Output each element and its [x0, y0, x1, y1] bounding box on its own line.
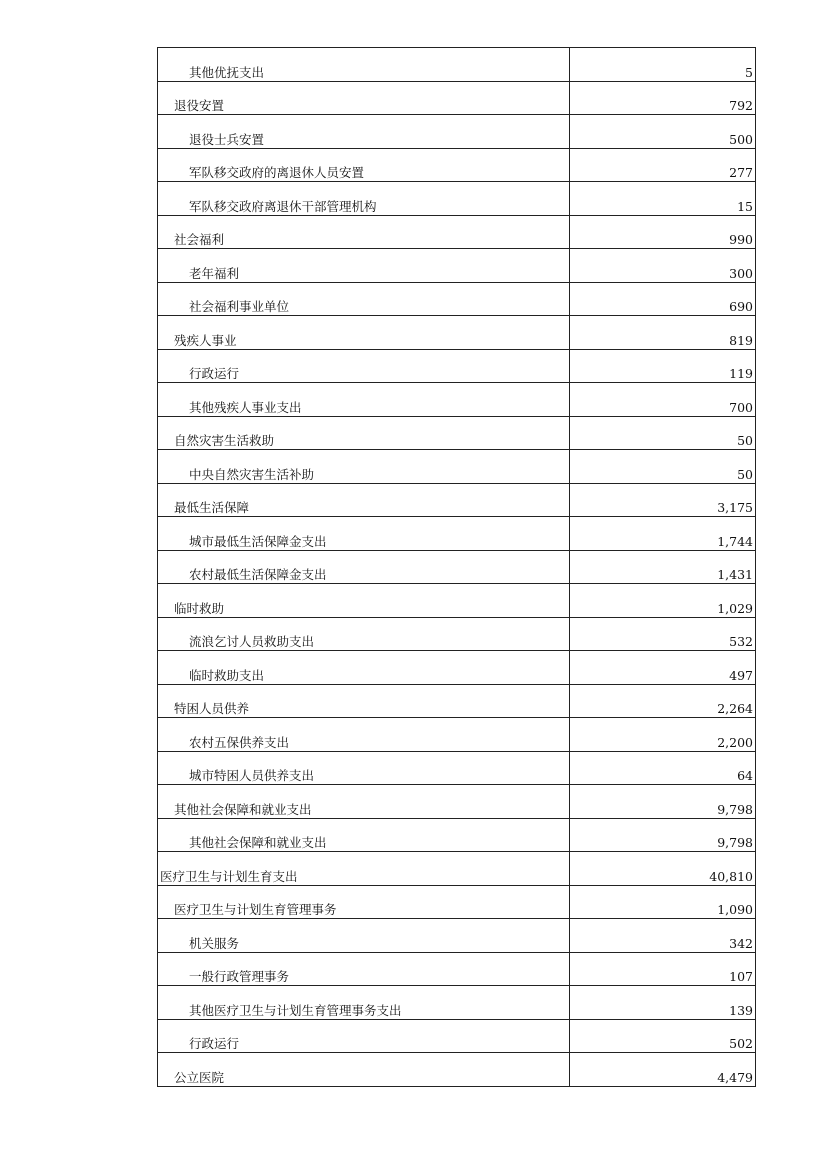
- item-amount-cell: 1,090: [570, 885, 756, 919]
- table-row: [158, 316, 756, 350]
- item-amount-cell: 40,810: [570, 852, 756, 886]
- table-row: [158, 450, 756, 484]
- item-amount-cell: 690: [570, 282, 756, 316]
- item-amount-cell: 500: [570, 115, 756, 149]
- item-amount-cell: 502: [570, 1019, 756, 1053]
- item-name-cell: 退役士兵安置: [158, 115, 570, 149]
- table-row: [158, 517, 756, 551]
- item-amount-cell: 1,029: [570, 584, 756, 618]
- item-amount-cell: 819: [570, 316, 756, 350]
- item-name-cell: 其他社会保障和就业支出: [158, 818, 570, 852]
- item-amount-cell: 532: [570, 617, 756, 651]
- item-name-cell: 流浪乞讨人员救助支出: [158, 617, 570, 651]
- item-amount-cell: 792: [570, 81, 756, 115]
- table-row: [158, 148, 756, 182]
- table-row: [158, 617, 756, 651]
- table-row: [158, 584, 756, 618]
- table-row: [158, 952, 756, 986]
- table-row: [158, 383, 756, 417]
- table-row: [158, 215, 756, 249]
- item-name-cell: 农村五保供养支出: [158, 718, 570, 752]
- budget-table-body: [158, 48, 756, 1087]
- item-name-cell: 医疗卫生与计划生育支出: [158, 852, 570, 886]
- item-name-cell: 行政运行: [158, 349, 570, 383]
- item-amount-cell: 342: [570, 919, 756, 953]
- item-name-cell: 公立医院: [158, 1053, 570, 1087]
- item-name-cell: 中央自然灾害生活补助: [158, 450, 570, 484]
- item-name-cell: 农村最低生活保障金支出: [158, 550, 570, 584]
- item-name-cell: 医疗卫生与计划生育管理事务: [158, 885, 570, 919]
- table-row: [158, 282, 756, 316]
- item-amount-cell: 4,479: [570, 1053, 756, 1087]
- table-row: [158, 48, 756, 82]
- table-row: [158, 550, 756, 584]
- table-row: [158, 1019, 756, 1053]
- item-amount-cell: 64: [570, 751, 756, 785]
- table-row: [158, 81, 756, 115]
- item-amount-cell: 9,798: [570, 818, 756, 852]
- item-amount-cell: 50: [570, 416, 756, 450]
- item-amount-cell: 107: [570, 952, 756, 986]
- item-amount-cell: 1,431: [570, 550, 756, 584]
- table-row: [158, 416, 756, 450]
- item-name-cell: 城市最低生活保障金支出: [158, 517, 570, 551]
- table-row: [158, 684, 756, 718]
- item-name-cell: 其他优抚支出: [158, 48, 570, 82]
- item-name-cell: 其他医疗卫生与计划生育管理事务支出: [158, 986, 570, 1020]
- item-name-cell: 军队移交政府离退休干部管理机构: [158, 182, 570, 216]
- item-name-cell: 社会福利: [158, 215, 570, 249]
- table-row: [158, 785, 756, 819]
- budget-table: [157, 47, 756, 1087]
- table-row: [158, 986, 756, 1020]
- item-amount-cell: 139: [570, 986, 756, 1020]
- table-row: [158, 483, 756, 517]
- table-row: [158, 115, 756, 149]
- item-amount-cell: 2,264: [570, 684, 756, 718]
- item-amount-cell: 9,798: [570, 785, 756, 819]
- table-row: [158, 249, 756, 283]
- item-name-cell: 特困人员供养: [158, 684, 570, 718]
- item-name-cell: 机关服务: [158, 919, 570, 953]
- item-amount-cell: 50: [570, 450, 756, 484]
- item-name-cell: 军队移交政府的离退休人员安置: [158, 148, 570, 182]
- item-amount-cell: 3,175: [570, 483, 756, 517]
- item-amount-cell: 497: [570, 651, 756, 685]
- table-row: [158, 718, 756, 752]
- item-amount-cell: 300: [570, 249, 756, 283]
- table-row: [158, 885, 756, 919]
- item-amount-cell: 1,744: [570, 517, 756, 551]
- item-amount-cell: 700: [570, 383, 756, 417]
- table-row: [158, 852, 756, 886]
- item-name-cell: 行政运行: [158, 1019, 570, 1053]
- item-name-cell: 临时救助: [158, 584, 570, 618]
- table-row: [158, 651, 756, 685]
- item-name-cell: 退役安置: [158, 81, 570, 115]
- table-row: [158, 349, 756, 383]
- item-name-cell: 其他残疾人事业支出: [158, 383, 570, 417]
- item-amount-cell: 2,200: [570, 718, 756, 752]
- item-amount-cell: 5: [570, 48, 756, 82]
- item-amount-cell: 990: [570, 215, 756, 249]
- item-name-cell: 残疾人事业: [158, 316, 570, 350]
- item-name-cell: 自然灾害生活救助: [158, 416, 570, 450]
- item-name-cell: 临时救助支出: [158, 651, 570, 685]
- item-amount-cell: 119: [570, 349, 756, 383]
- item-amount-cell: 277: [570, 148, 756, 182]
- item-name-cell: 城市特困人员供养支出: [158, 751, 570, 785]
- item-name-cell: 社会福利事业单位: [158, 282, 570, 316]
- item-name-cell: 最低生活保障: [158, 483, 570, 517]
- item-name-cell: 一般行政管理事务: [158, 952, 570, 986]
- table-row: [158, 919, 756, 953]
- item-name-cell: 其他社会保障和就业支出: [158, 785, 570, 819]
- table-row: [158, 1053, 756, 1087]
- table-row: [158, 818, 756, 852]
- item-name-cell: 老年福利: [158, 249, 570, 283]
- item-amount-cell: 15: [570, 182, 756, 216]
- table-row: [158, 751, 756, 785]
- table-row: [158, 182, 756, 216]
